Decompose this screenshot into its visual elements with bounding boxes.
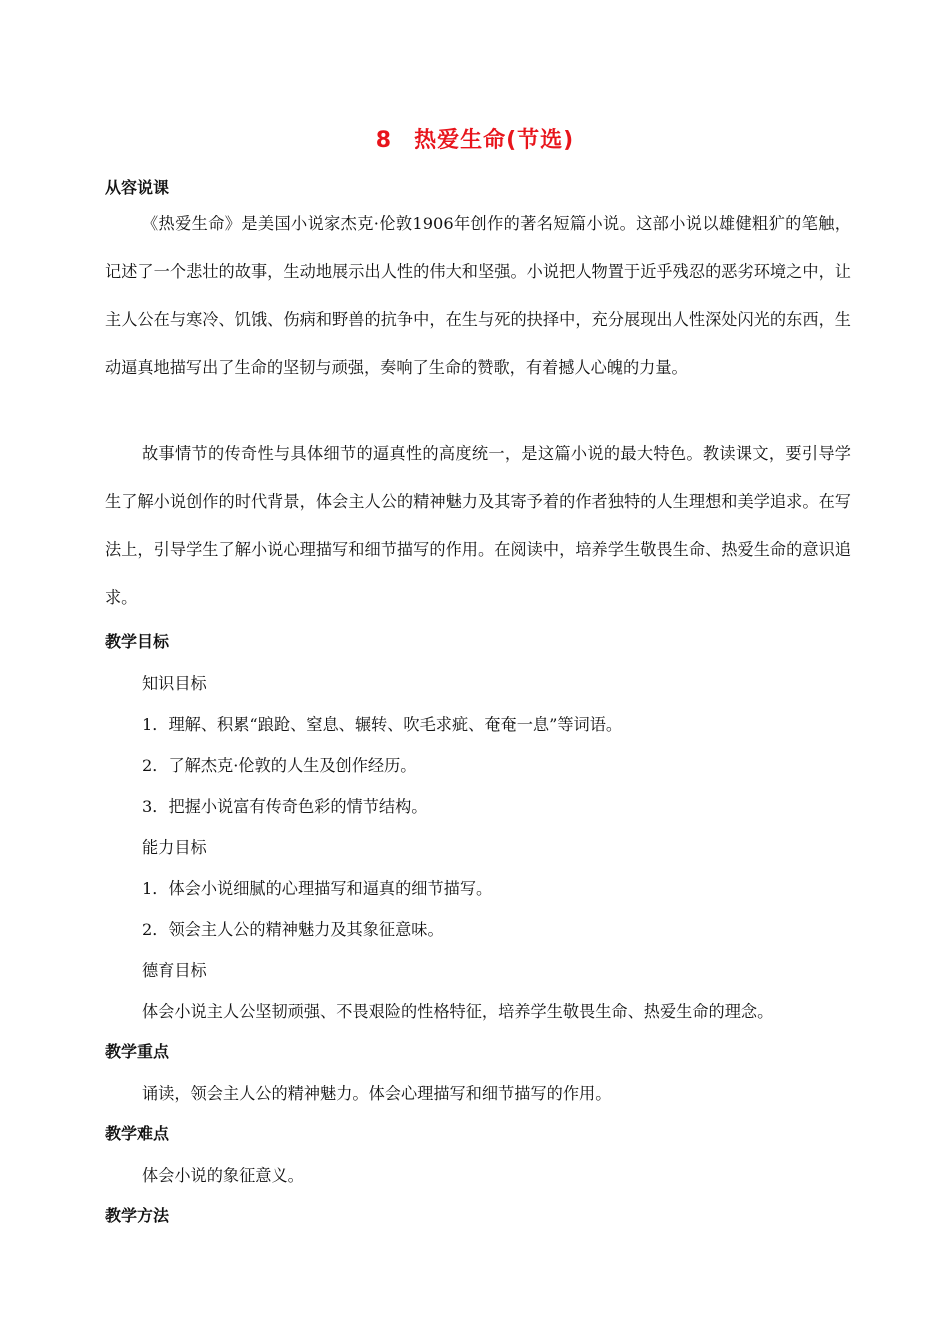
ability-goal-item-1: 1．体会小说细腻的心理描写和逼真的细节描写。 — [142, 879, 493, 898]
knowledge-goal-item-2: 2．了解杰克·伦敦的人生及创作经历。 — [142, 756, 417, 775]
knowledge-goal-label: 知识目标 — [142, 674, 207, 693]
intro-paragraph-2: 故事情节的传奇性与具体细节的逼真性的高度统一，是这篇小说的最大特色。教读课文，要引导学生了解小说创作的时代背景，体会主人公的精神魅力及其寄予着的作者独特的人生理想和美学追求。在写法上，引导学生了解小说心理描写和细节描写的作用。在阅读中，培养学生敬畏生命、热爱生命的意识追求。 — [105, 444, 851, 607]
moral-goal-text: 体会小说主人公坚韧顽强、不畏艰险的性格特征，培养学生敬畏生命、热爱生命的理念。 — [142, 1002, 774, 1021]
ability-goal-label: 能力目标 — [142, 838, 207, 857]
lesson-title-text: 热爱生命(节选) — [414, 128, 575, 153]
heading-methods: 教学方法 — [105, 1206, 170, 1225]
knowledge-goal-item-3: 3．把握小说富有传奇色彩的情节结构。 — [142, 797, 428, 816]
intro-paragraph-1: 《热爱生命》是美国小说家杰克·伦敦1906年创作的著名短篇小说。这部小说以雄健粗犷的笔触，记述了一个悲壮的故事，生动地展示出人性的伟大和坚强。小说把人物置于近乎残忍的恶劣环境之中，让主人公在与寒冷、饥饿、伤病和野兽的抗争中，在生与死的抉择中，充分展现出人性深处闪光的东西，生动逼真地描写出了生命的坚韧与顽强，奏响了生命的赞歌，有着撼人心魄的力量。 — [105, 214, 851, 377]
moral-goal-label: 德育目标 — [142, 961, 207, 980]
heading-goals: 教学目标 — [105, 632, 170, 651]
heading-intro: 从容说课 — [105, 178, 170, 197]
lesson-title — [0, 123, 950, 154]
difficulties-text: 体会小说的象征意义。 — [142, 1166, 304, 1185]
ability-goal-item-2: 2．领会主人公的精神魅力及其象征意味。 — [142, 920, 444, 939]
knowledge-goal-item-1: 1．理解、积累“踉跄、窒息、辗转、吹毛求疵、奄奄一息”等词语。 — [142, 715, 623, 734]
key-points-text: 诵读，领会主人公的精神魅力。体会心理描写和细节描写的作用。 — [142, 1084, 612, 1103]
heading-key-points: 教学重点 — [105, 1042, 170, 1061]
lesson-number: 8 — [375, 128, 393, 153]
heading-difficulties: 教学难点 — [105, 1124, 170, 1143]
